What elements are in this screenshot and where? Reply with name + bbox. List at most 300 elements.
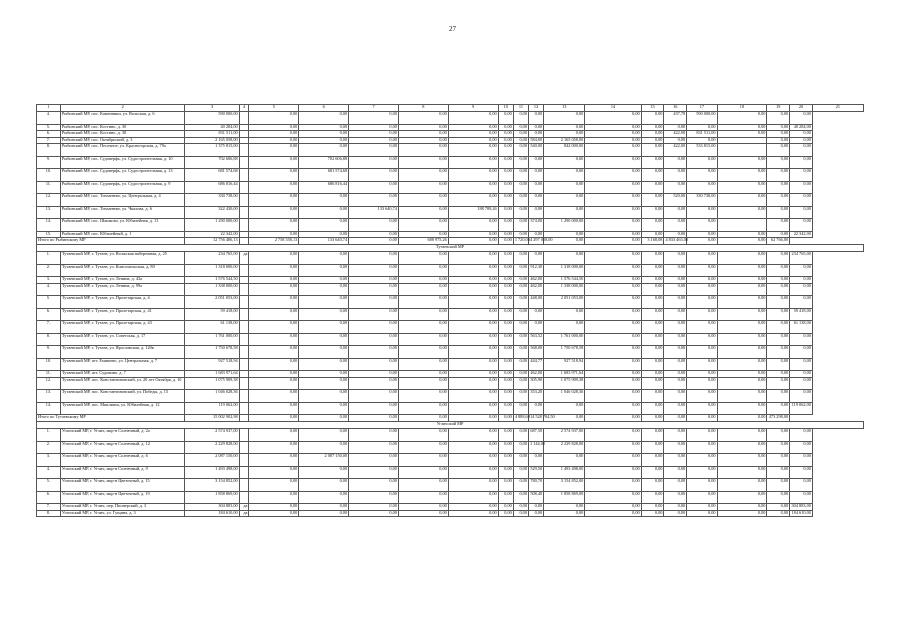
table-cell: 0,00 [717,181,767,194]
table-cell: 1 375 815,00 [185,144,239,157]
table-cell: 0,00 [299,466,349,479]
table-cell: 533 815,00 [687,144,717,157]
table-cell: 9. [37,156,61,169]
table-cell: 0,00 [664,137,687,144]
table-cell: 0,00 [767,112,790,125]
table-cell: 422,00 [664,131,687,138]
table-cell: 0,00 [448,181,498,194]
table-cell [239,333,249,346]
table-cell: 0,00 [641,358,664,371]
total-cell: 62 766,00 [767,238,790,245]
table-cell: 0,00 [448,277,498,284]
table-cell: 0,00 [717,206,767,219]
table-cell: 0,00 [498,231,513,238]
total-cell: 3 168,08 [641,238,664,245]
table-cell: 0,00 [641,112,664,125]
table-cell: 831 511,00 [185,131,239,138]
table-cell: 234 765,00 [185,252,239,265]
column-number: 14 [585,105,641,112]
table-cell: 0,00 [299,219,349,232]
table-cell: 0,00 [687,124,717,131]
table-cell: 0,00 [498,206,513,219]
table-cell: 0,00 [641,479,664,492]
table-cell: 0,00 [585,169,641,182]
table-cell: 0,00 [349,371,399,378]
table-cell: 0,00 [448,491,498,504]
table-cell: 1 576 544,50 [544,277,585,284]
table-cell: 7. [37,321,61,334]
table-cell: 0,00 [585,402,641,415]
address-cell: Рыбинский МР, пос. Юбилейный, д. 1 [60,231,185,238]
table-cell: 0,00 [498,308,513,321]
total-cell: 0,00 [687,415,717,422]
table-cell: 0,00 [398,402,448,415]
table-cell: 0,00 [585,181,641,194]
table-cell: 0,00 [513,402,528,415]
table-cell: 0,00 [544,504,585,511]
table-cell: 0,00 [767,156,790,169]
table-cell [239,358,249,371]
table-cell: 0,00 [544,231,585,238]
table-cell: 0,00 [249,112,299,125]
table-cell: 0,00 [767,231,790,238]
table-cell: 330 738,00 [185,194,239,207]
table-cell: 11. [37,181,61,194]
table-cell [239,219,249,232]
table-cell: 0,00 [513,112,528,125]
table-cell: 0,00 [249,333,299,346]
address-cell: Тутаевский МР, пгт. Емишево, ул. Центральная, д. 7 [60,358,185,371]
table-cell: 0,00 [664,479,687,492]
table-cell: 0,00 [767,510,790,517]
table-row [37,206,864,219]
total-cell: 12 756 406,13 [185,238,239,245]
table-cell: 0,00 [398,181,448,194]
table-cell: 0,00 [398,377,448,390]
table-cell: 0,00 [585,252,641,265]
table-cell: 0,00 [641,510,664,517]
table-cell: 0,00 [513,137,528,144]
table-cell: 0,00 [249,377,299,390]
address-cell: Тутаевский МР, пос. Константиновский, ул. Победы, д. 15 [60,390,185,403]
table-cell: 0,00 [249,194,299,207]
table-cell: 0,00 [641,346,664,359]
table-cell: 0,00 [349,429,399,442]
table-cell: 119 062,00 [185,402,239,415]
table-cell: 1 046 028,36 [185,390,239,403]
table-cell: 0,00 [687,358,717,371]
table-cell: 2 229 828,00 [185,441,239,454]
table-cell: 0,00 [687,321,717,334]
table-cell: 0,00 [349,466,399,479]
table-cell: 0,00 [664,441,687,454]
total-cell: 688 975,26 [398,238,448,245]
table-cell: 10. [37,358,61,371]
table-cell: 0,00 [717,333,767,346]
table-cell: 0,00 [513,358,528,371]
table-cell: 0,00 [448,429,498,442]
table-cell: 0,00 [513,264,528,277]
table-cell: 0,00 [498,181,513,194]
column-number: 11 [513,105,528,112]
table-cell: 0,00 [299,377,349,390]
total-cell: 0,00 [585,415,641,422]
table-cell: 0,00 [398,333,448,346]
table-cell: 0,00 [498,346,513,359]
column-number: 18 [717,105,767,112]
table-cell: 1 576 544,50 [185,277,239,284]
table-cell: 0,00 [585,283,641,296]
table-row [37,429,864,442]
table-cell: 0,00 [790,283,813,296]
table-cell: 686 816,44 [185,181,239,194]
table-cell: 0,00 [513,333,528,346]
table-cell: 322 430,00 [185,206,239,219]
table-cell: 0,00 [641,144,664,157]
table-cell: 0,00 [299,194,349,207]
address-cell: Угличский МР, г. Углич, ул. Гущина, д. 3 [60,510,185,517]
table-cell: 0,00 [544,112,585,125]
table-cell: 0,00 [641,377,664,390]
table-cell: 0,00 [349,346,399,359]
table-cell [239,429,249,442]
table-cell: 0,00 [641,156,664,169]
table-cell: 0,00 [544,308,585,321]
table-cell: 0,00 [299,296,349,309]
table-cell: 5. [37,296,61,309]
table-cell: 8. [37,144,61,157]
table-cell: 0,00 [585,144,641,157]
table-cell: 0,00 [585,264,641,277]
table-cell: 0,00 [249,346,299,359]
table-cell: 1 075 909,38 [185,377,239,390]
table-cell: 0,00 [767,466,790,479]
table-cell: 0,00 [249,358,299,371]
table-cell: 0,00 [398,277,448,284]
table-cell: 1 683 971,64 [544,371,585,378]
table-cell: 0,00 [299,124,349,131]
table-cell: 508,40 [528,491,543,504]
table-cell: 0,00 [641,390,664,403]
table-cell: 0,00 [498,358,513,371]
table-cell: 61 138,00 [790,321,813,334]
table-cell: 0,00 [299,308,349,321]
table-cell: 0,00 [585,296,641,309]
table-cell: 0,00 [349,252,399,265]
table-cell: 0,00 [448,231,498,238]
table-cell: 0,00 [498,371,513,378]
table-cell: 0,00 [767,252,790,265]
table-cell: 0,00 [767,371,790,378]
table-cell: 0,00 [585,194,641,207]
table-cell: 0,00 [249,124,299,131]
funding-table [36,104,864,517]
table-cell: 0,00 [448,441,498,454]
table-cell: 0,00 [249,131,299,138]
table-cell [239,390,249,403]
table-cell: 0,00 [767,377,790,390]
table-cell: 0,00 [398,264,448,277]
table-cell: 0,00 [398,466,448,479]
address-cell: Тутаевский МР, г. Тутаев, ул. Ленина, д. 43а [60,277,185,284]
table-cell: 0,00 [641,181,664,194]
table-cell: 0,00 [790,206,813,219]
table-cell: 0,00 [585,156,641,169]
column-number: 15 [641,105,664,112]
table-cell: 0,00 [717,252,767,265]
address-cell: Рыбинский МР, пос. Тихменево, ул. Чкалова, д. 6 [60,206,185,219]
table-cell: 0,00 [767,308,790,321]
table-cell: 0,00 [641,206,664,219]
table-cell: 0,00 [299,510,349,517]
table-row [37,402,864,415]
table-cell: 0,00 [349,504,399,511]
table-cell [239,169,249,182]
table-cell: 0,00 [398,206,448,219]
table-cell [239,377,249,390]
table-cell: 0,00 [790,441,813,454]
table-cell: 0,00 [790,429,813,442]
address-cell: Рыбинский МР, пос. Костино, д. 30 [60,124,185,131]
table-cell: 0,00 [767,131,790,138]
table-cell: 681 574,68 [185,169,239,182]
table-cell: 0,00 [641,454,664,467]
table-cell: 0,00 [717,441,767,454]
table-cell: 0,00 [299,321,349,334]
table-cell: 0,00 [687,371,717,378]
table-cell: 0,00 [790,296,813,309]
table-cell: 0,00 [448,510,498,517]
column-number: 3 [185,105,239,112]
table-cell: 0,00 [585,429,641,442]
table-cell: 0,00 [717,479,767,492]
table-cell: 0,00 [544,454,585,467]
table-cell: 0,00 [717,131,767,138]
table-cell: 0,00 [349,308,399,321]
table-cell: 0,00 [249,156,299,169]
table-cell: 0,00 [398,219,448,232]
table-cell: 0,00 [717,358,767,371]
table-cell: 0,00 [398,510,448,517]
table-cell: 0,00 [585,479,641,492]
table-cell: 3 154 852,00 [544,479,585,492]
address-cell: Угличский МР, г. Углич, пер. Пионерский, д. 3 [60,504,185,511]
table-cell [239,194,249,207]
table-cell: 0,00 [299,429,349,442]
table-cell: 0,00 [767,264,790,277]
table-cell: 0,00 [349,219,399,232]
table-cell: 2 087 150,00 [185,454,239,467]
page-number: 27 [449,25,456,33]
table-cell: 0,00 [767,219,790,232]
table-row [37,219,864,232]
table-cell [239,156,249,169]
column-number: 21 [812,105,863,112]
table-cell: 0,00 [513,346,528,359]
table-cell: 563,52 [528,333,543,346]
table-cell: 0,00 [299,358,349,371]
table-cell: 0,00 [585,504,641,511]
table-cell: 0,00 [513,156,528,169]
table-cell: 0,00 [448,252,498,265]
table-cell: 0,00 [498,441,513,454]
column-number-row [37,105,864,112]
table-cell: 2. [37,264,61,277]
section-title: Тутаевский МР [37,245,864,252]
table-cell: 0,00 [398,156,448,169]
table-cell: 0,00 [767,296,790,309]
table-cell: 0,00 [687,402,717,415]
table-cell: 0,00 [448,137,498,144]
table-cell: 0,00 [249,308,299,321]
table-cell: 0,00 [641,194,664,207]
table-cell: 0,00 [448,346,498,359]
table-cell: 0,00 [664,296,687,309]
table-cell: 0,00 [448,296,498,309]
table-cell: 0,00 [448,390,498,403]
table-cell: 0,00 [249,169,299,182]
table-cell: 0,00 [585,390,641,403]
table-cell: 422,00 [664,144,687,157]
table-cell: 0,00 [513,144,528,157]
table-cell: 133 640,74 [349,206,399,219]
table-cell: 0,00 [299,491,349,504]
address-cell: Рыбинский МР, пос. Шашково, ул. Юбилейная, д. 13 [60,219,185,232]
table-cell: 0,00 [767,358,790,371]
table-cell: 0,00 [528,504,543,511]
table-cell: 0,00 [349,156,399,169]
total-cell: 0,00 [249,415,299,422]
table-cell: 0,00 [299,402,349,415]
table-cell: 0,00 [299,346,349,359]
table-cell: 0,00 [717,112,767,125]
table-cell: 0,00 [585,333,641,346]
table-cell: 9. [37,346,61,359]
table-cell: 0,00 [664,124,687,131]
table-cell: 0,00 [299,504,349,511]
table-cell: 0,00 [398,296,448,309]
table-cell: 0,00 [498,137,513,144]
table-cell: 1 144,00 [528,441,543,454]
table-cell: 0,00 [767,346,790,359]
table-cell: 0,00 [664,390,687,403]
table-cell: 0,00 [498,169,513,182]
table-cell: 0,00 [641,252,664,265]
table-row [37,390,864,403]
table-cell: 0,00 [349,491,399,504]
table-cell: 1. [37,252,61,265]
table-cell: 0,00 [641,308,664,321]
table-cell: 462,00 [530,370,543,375]
table-cell: 15. [37,231,61,238]
table-cell: 22 342,00 [185,231,239,238]
table-cell: 0,00 [398,137,448,144]
table-cell: 0,00 [767,454,790,467]
table-cell: 0,00 [790,277,813,284]
table-cell: 0,00 [664,333,687,346]
table-cell [717,144,767,157]
table-cell: 0,00 [498,333,513,346]
total-cell: 4 888,69 [513,415,528,422]
table-cell: 0,00 [498,429,513,442]
table-cell: 7. [37,137,61,144]
table-cell: 0,00 [448,308,498,321]
table-cell: 0,00 [349,441,399,454]
table-cell: 0,00 [528,112,543,125]
table-cell: 188 789,26 [448,206,498,219]
table-cell: 0,00 [664,156,687,169]
table-cell: 0,00 [349,194,399,207]
address-cell: Рыбинский МР, пос. Костино, д. 38 [60,131,185,138]
column-number: 7 [349,105,399,112]
table-cell: 0,00 [687,296,717,309]
table-cell: 0,00 [513,321,528,334]
table-cell: 0,00 [664,206,687,219]
table-cell: 0,00 [528,169,543,182]
table-cell: 0,00 [498,194,513,207]
table-cell: 520,00 [664,194,687,207]
table-cell: 0,00 [249,479,299,492]
table-cell: 0,00 [717,169,767,182]
table-cell: 0,00 [767,333,790,346]
table-cell: 0,00 [767,277,790,284]
table-cell: 2 574 937,00 [544,429,585,442]
table-cell: 0,00 [249,264,299,277]
table-cell: 0,00 [249,510,299,517]
table-cell: 0,00 [249,504,299,511]
table-cell [239,491,249,504]
table-cell: 0,00 [790,491,813,504]
section-title-row [37,422,864,429]
table-cell: 0,00 [767,206,790,219]
table-cell: 0,00 [398,124,448,131]
table-cell: 0,00 [664,181,687,194]
total-cell: 0,00 [398,415,448,422]
table-cell: 8. [37,333,61,346]
table-cell: 8. [37,510,61,517]
total-label: Итого по Рыбинскому МР [37,238,185,245]
table-row [37,156,864,169]
table-cell: 0,00 [585,308,641,321]
table-cell: 0,00 [717,156,767,169]
table-cell: 568,00 [528,346,543,359]
table-cell: 0,00 [717,390,767,403]
table-cell: 0,00 [448,131,498,138]
table-cell: 0,00 [790,194,813,207]
table-cell: 0,00 [448,402,498,415]
table-cell: 0,00 [767,181,790,194]
table-cell: 0,00 [717,124,767,131]
table-cell: 0,00 [585,346,641,359]
table-cell: 0,00 [664,219,687,232]
table-cell: 0,00 [299,144,349,157]
table-cell: 1 290 000,00 [185,219,239,232]
table-cell: 0,00 [349,402,399,415]
table-cell: 0,00 [349,144,399,157]
table-cell: 0,00 [249,219,299,232]
table-cell: 0,00 [717,321,767,334]
table-cell: 5. [37,124,61,131]
table-cell: 0,00 [664,169,687,182]
table-cell: 0,00 [498,296,513,309]
table-cell: 1 858 869,00 [544,491,585,504]
table-cell: 927 518,94 [185,358,239,371]
table-cell: 0,00 [249,491,299,504]
table-cell: 0,00 [498,504,513,511]
address-cell: Тутаевский МР, г. Тутаев, ул. Волжская набережная, д. 25 [60,252,185,265]
table-cell: 0,00 [687,429,717,442]
table-cell: 0,00 [717,402,767,415]
